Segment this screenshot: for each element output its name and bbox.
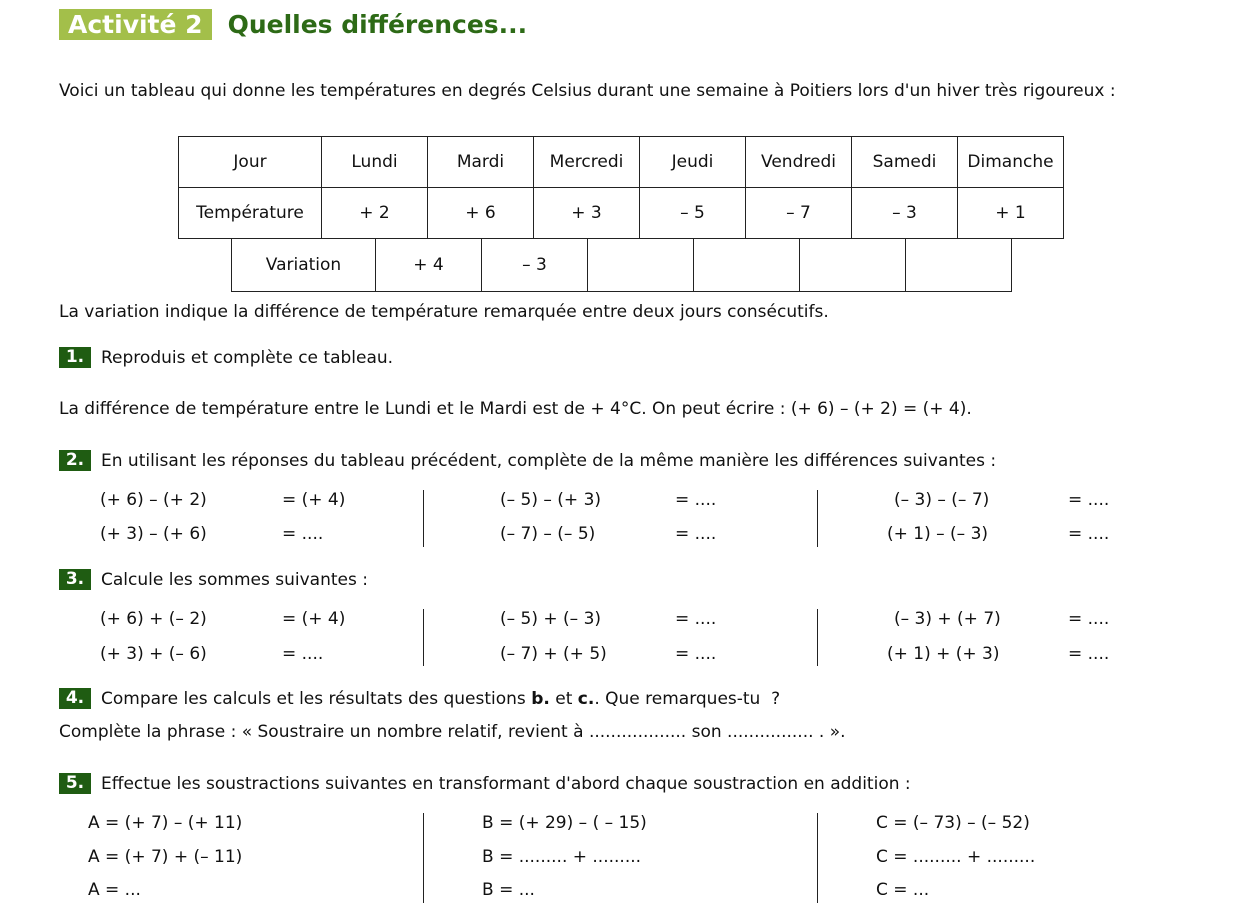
- subtraction-line: B = (+ 29) – ( – 15): [482, 813, 647, 833]
- variation-cell: + 4: [376, 239, 482, 291]
- question-text: Reproduis et complète ce tableau.: [101, 347, 394, 368]
- subtraction-line: A = (+ 7) + (– 11): [88, 847, 243, 867]
- question-number: 2.: [59, 450, 91, 471]
- day-cell: Vendredi: [746, 137, 852, 188]
- question-2: [59, 450, 996, 471]
- question-number: 3.: [59, 569, 91, 590]
- activity-title: Quelles différences...: [227, 9, 528, 39]
- calc-result: = ....: [1068, 644, 1110, 664]
- calc-expression: (+ 1) + (+ 3): [887, 644, 1000, 664]
- calc-expression: (+ 1) – (– 3): [887, 524, 989, 544]
- subtraction-line: B = ...: [482, 880, 535, 900]
- calc-expression: (+ 3) + (– 6): [100, 644, 207, 664]
- subtraction-line: B = ......... + .........: [482, 847, 642, 867]
- day-row: [179, 137, 1064, 188]
- question-text: En utilisant les réponses du tableau précédent, complète de la même manière les différences suivantes :: [101, 450, 997, 471]
- calc-result: = (+ 4): [282, 490, 346, 510]
- subtraction-line: C = (– 73) – (– 52): [876, 813, 1030, 833]
- variation-cell: [800, 239, 906, 291]
- temperature-cell: – 5: [640, 188, 746, 239]
- question-text: Calcule les sommes suivantes :: [101, 569, 368, 590]
- variation-row: [232, 239, 1012, 291]
- variation-cell: [906, 239, 1012, 291]
- calc-result: = (+ 4): [282, 609, 346, 629]
- variation-header: Variation: [232, 239, 376, 291]
- question-text-part: et: [549, 688, 578, 709]
- calc-expression: (– 3) – (– 7): [894, 490, 990, 510]
- calc-result: = ....: [282, 524, 324, 544]
- calc-expression: (+ 6) + (– 2): [100, 609, 207, 629]
- calc-expression: (+ 6) – (+ 2): [100, 490, 207, 510]
- column-divider: [817, 609, 818, 666]
- question-ref-b: b.: [531, 688, 550, 709]
- day-cell: Jeudi: [640, 137, 746, 188]
- temperature-cell: – 3: [852, 188, 958, 239]
- day-cell: Samedi: [852, 137, 958, 188]
- question-text: Effectue les soustractions suivantes en transformant d'abord chaque soustraction en addition :: [101, 773, 911, 794]
- question-ref-c: c.: [577, 688, 595, 709]
- calc-result: = ....: [675, 524, 717, 544]
- variation-cell: – 3: [482, 239, 588, 291]
- question-3: [59, 569, 368, 590]
- activity-header: [59, 8, 527, 40]
- subtraction-line: A = (+ 7) – (+ 11): [88, 813, 243, 833]
- calc-result: = ....: [282, 644, 324, 664]
- column-divider: [817, 490, 818, 547]
- day-cell: Dimanche: [958, 137, 1064, 188]
- column-divider: [423, 813, 424, 903]
- day-cell: Mardi: [428, 137, 534, 188]
- subtraction-line: C = ...: [876, 880, 930, 900]
- question-number: 4.: [59, 688, 91, 709]
- temperature-table: [178, 136, 1064, 239]
- subtraction-line: A = ...: [88, 880, 141, 900]
- temperature-cell: + 6: [428, 188, 534, 239]
- activity-badge: Activité 2: [59, 9, 212, 40]
- question-text-part: . Que remarques-tu ?: [594, 688, 781, 709]
- calc-result: = ....: [675, 644, 717, 664]
- calc-expression: (– 5) + (– 3): [500, 609, 602, 629]
- variation-cell: [588, 239, 694, 291]
- day-header: Jour: [179, 137, 322, 188]
- calc-expression: (– 7) – (– 5): [500, 524, 596, 544]
- calc-result: = ....: [675, 490, 717, 510]
- question-text-part: Compare les calculs et les résultats des questions: [101, 688, 532, 709]
- temperature-cell: + 1: [958, 188, 1064, 239]
- day-cell: Mercredi: [534, 137, 640, 188]
- column-divider: [423, 490, 424, 547]
- subtraction-line: C = ......... + .........: [876, 847, 1036, 867]
- question-5: [59, 773, 911, 794]
- question-1: [59, 347, 393, 368]
- example-text: La différence de température entre le Lundi et le Mardi est de + 4°C. On peut écrire : (+ 6) – (+ 2) = (+ 4).: [59, 399, 972, 419]
- calc-expression: (– 3) + (+ 7): [894, 609, 1001, 629]
- column-divider: [817, 813, 818, 903]
- temperature-cell: – 7: [746, 188, 852, 239]
- temperature-header: Température: [179, 188, 322, 239]
- variation-table: [231, 239, 1012, 292]
- temperature-cell: + 2: [322, 188, 428, 239]
- column-divider: [423, 609, 424, 666]
- day-cell: Lundi: [322, 137, 428, 188]
- calc-expression: (– 5) – (+ 3): [500, 490, 602, 510]
- calc-expression: (– 7) + (+ 5): [500, 644, 607, 664]
- question-number: 1.: [59, 347, 91, 368]
- calc-expression: (+ 3) – (+ 6): [100, 524, 207, 544]
- question-4: [59, 688, 780, 709]
- temperature-cell: + 3: [534, 188, 640, 239]
- complete-phrase: Complète la phrase : « Soustraire un nombre relatif, revient à .................. son ................ . ».: [59, 722, 846, 742]
- calc-result: = ....: [1068, 524, 1110, 544]
- calc-result: = ....: [675, 609, 717, 629]
- variation-cell: [694, 239, 800, 291]
- calc-result: = ....: [1068, 490, 1110, 510]
- temperature-row: [179, 188, 1064, 239]
- variation-note: La variation indique la différence de température remarquée entre deux jours consécutifs.: [59, 302, 829, 322]
- question-number: 5.: [59, 773, 91, 794]
- calc-result: = ....: [1068, 609, 1110, 629]
- intro-paragraph: Voici un tableau qui donne les températures en degrés Celsius durant une semaine à Poitiers lors d'un hiver très rigoureux :: [59, 81, 1116, 101]
